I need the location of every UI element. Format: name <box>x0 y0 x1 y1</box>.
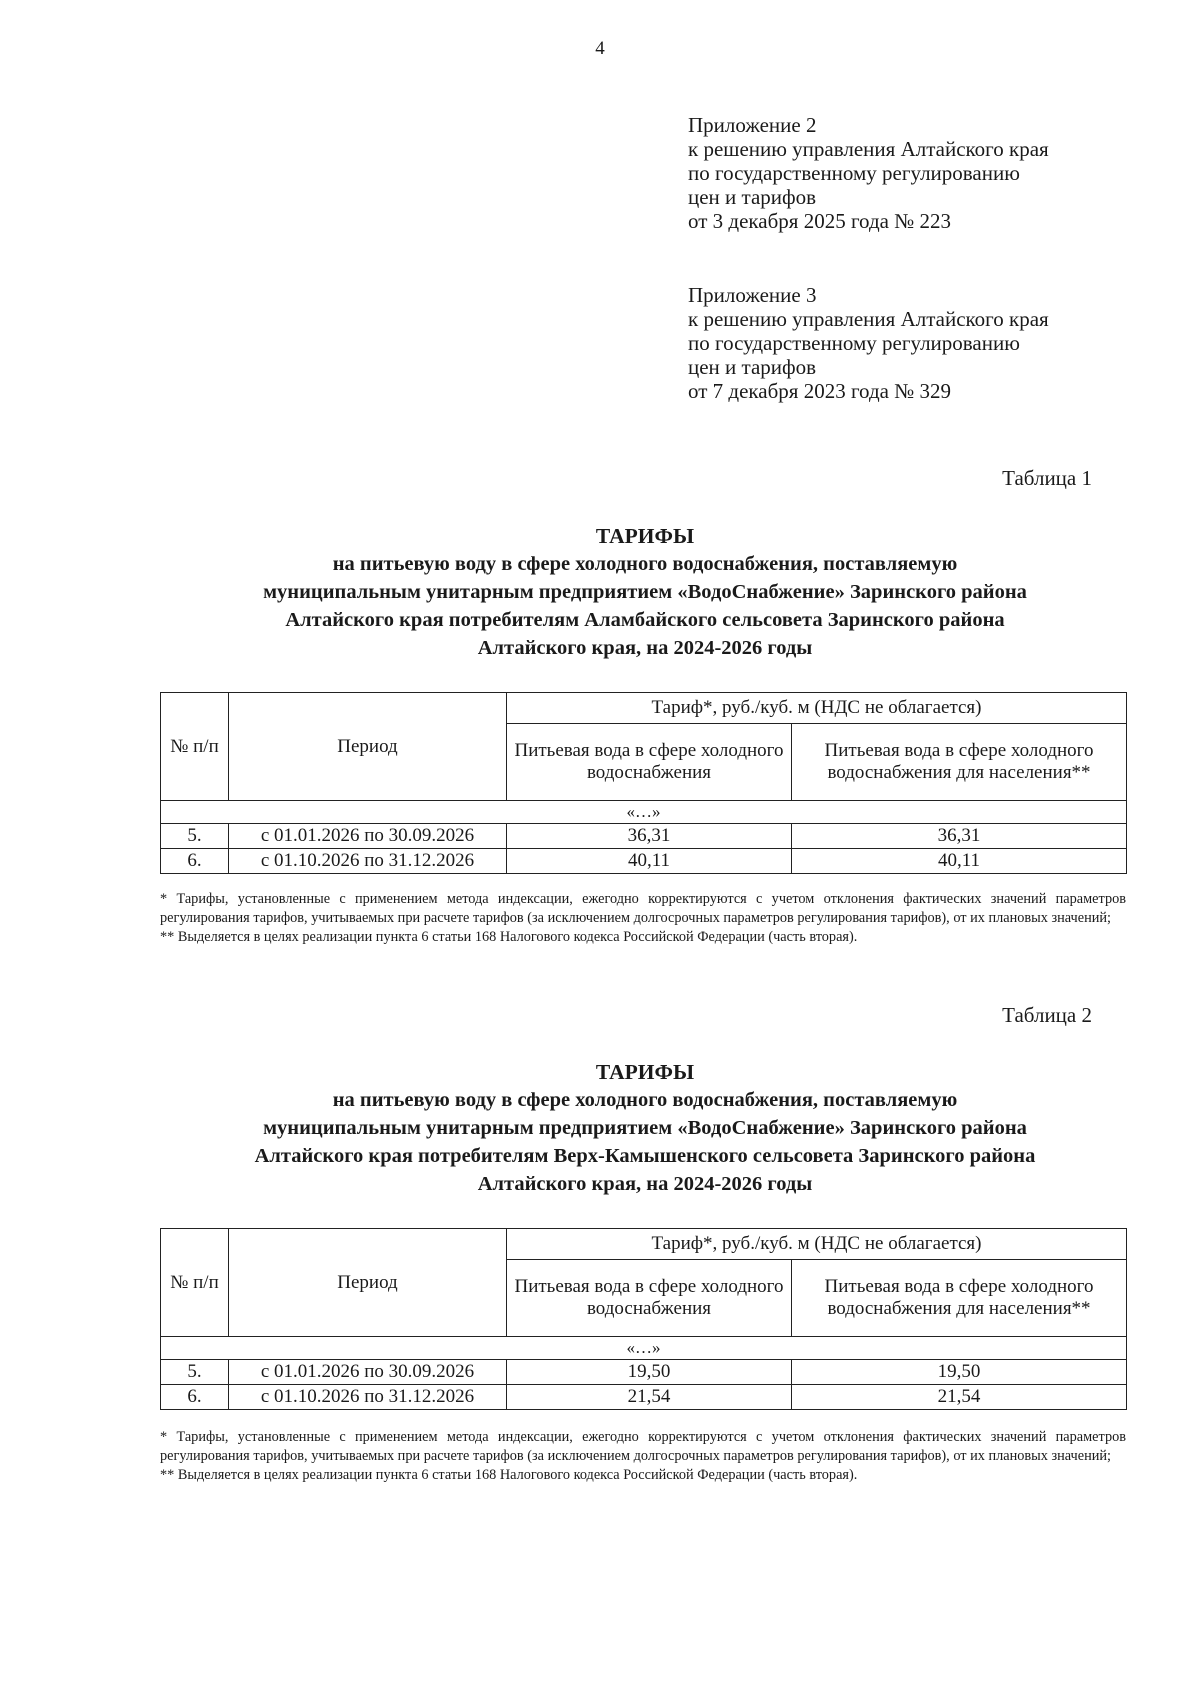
header-col-cold-water: Питьевая вода в сфере холодного водоснабжения <box>507 724 792 801</box>
omitted-rows-marker: «…» <box>161 801 1127 824</box>
omitted-rows-marker: «…» <box>161 1337 1127 1360</box>
footnote-indexation: * Тарифы, установленные с применением метода индексации, ежегодно корректируются с учетом отклонения фактических значений параметров регулирования тарифов, учитываемых при расчете тарифов (за исключением долгосрочных параметров регулирования тарифов), от их плановых значений; <box>160 1429 1126 1464</box>
table-row <box>161 849 1127 874</box>
table-1-title-line: Алтайского края потребителям Аламбайского сельсовета Заринского района <box>285 609 1005 631</box>
table-1-label: Таблица 1 <box>1002 466 1092 490</box>
tariff-table-1 <box>160 692 1127 874</box>
header-col-cold-water: Питьевая вода в сфере холодного водоснабжения <box>507 1260 792 1337</box>
header-tariff: Тариф*, руб./куб. м (НДС не облагается) <box>507 1229 1127 1260</box>
footnote-indexation: * Тарифы, установленные с применением метода индексации, ежегодно корректируются с учетом отклонения фактических значений параметров регулирования тарифов, учитываемых при расчете тарифов (за исключением долгосрочных параметров регулирования тарифов), от их плановых значений; <box>160 891 1126 926</box>
appendix-3-title: Приложение 3 <box>688 283 817 307</box>
row-period: с 01.10.2026 по 31.12.2026 <box>229 849 507 874</box>
footnote-tax-code: ** Выделяется в целях реализации пункта 6 статьи 168 Налогового кодекса Российской Федерации (часть вторая). <box>160 1467 858 1483</box>
table-2-title-line: муниципальным унитарным предприятием «ВодоСнабжение» Заринского района <box>263 1117 1027 1139</box>
table-2-title-line: Алтайского края, на 2024-2026 годы <box>477 1173 813 1195</box>
table-1-heading: ТАРИФЫ <box>595 524 695 548</box>
row-value-cold-water: 40,11 <box>507 849 792 874</box>
table-row <box>161 824 1127 849</box>
tariff-table-2 <box>160 1228 1127 1410</box>
row-period: с 01.01.2026 по 30.09.2026 <box>229 1360 507 1385</box>
appendix-3-line: по государственному регулированию <box>688 331 1020 355</box>
header-period: Период <box>229 693 507 801</box>
table-2-heading: ТАРИФЫ <box>595 1060 695 1084</box>
row-value-population: 21,54 <box>792 1385 1127 1410</box>
row-value-cold-water: 19,50 <box>507 1360 792 1385</box>
header-col-population: Питьевая вода в сфере холодного водоснабжения для населения** <box>792 724 1127 801</box>
row-num: 5. <box>161 1360 229 1385</box>
footnote-tax-code: ** Выделяется в целях реализации пункта 6 статьи 168 Налогового кодекса Российской Федерации (часть вторая). <box>160 929 858 945</box>
header-col-population: Питьевая вода в сфере холодного водоснабжения для населения** <box>792 1260 1127 1337</box>
table-row <box>161 1360 1127 1385</box>
header-tariff: Тариф*, руб./куб. м (НДС не облагается) <box>507 693 1127 724</box>
appendix-2-date: от 3 декабря 2025 года № 223 <box>688 209 951 233</box>
row-period: с 01.10.2026 по 31.12.2026 <box>229 1385 507 1410</box>
row-value-cold-water: 36,31 <box>507 824 792 849</box>
table-1-footnotes <box>160 890 1126 947</box>
table-1-title-line: Алтайского края, на 2024-2026 годы <box>477 637 813 659</box>
table-2-footnotes <box>160 1428 1126 1485</box>
appendix-2-line: к решению управления Алтайского края <box>688 137 1049 161</box>
row-num: 6. <box>161 1385 229 1410</box>
header-period: Период <box>229 1229 507 1337</box>
row-num: 5. <box>161 824 229 849</box>
appendix-3-line: цен и тарифов <box>688 355 817 379</box>
appendix-3-block <box>688 283 1158 403</box>
header-num: № п/п <box>161 1229 229 1337</box>
appendix-2-line: цен и тарифов <box>688 185 817 209</box>
table-2-title-line: Алтайского края потребителям Верх-Камышенского сельсовета Заринского района <box>254 1145 1036 1167</box>
row-value-population: 40,11 <box>792 849 1127 874</box>
appendix-3-line: к решению управления Алтайского края <box>688 307 1049 331</box>
table-2-title-line: на питьевую воду в сфере холодного водоснабжения, поставляемую <box>332 1089 958 1111</box>
appendix-3-date: от 7 декабря 2023 года № 329 <box>688 379 951 403</box>
header-num: № п/п <box>161 693 229 801</box>
appendix-2-title: Приложение 2 <box>688 113 817 137</box>
table-1-title-line: муниципальным унитарным предприятием «ВодоСнабжение» Заринского района <box>263 581 1027 603</box>
table-1-title-line: на питьевую воду в сфере холодного водоснабжения, поставляемую <box>332 553 958 575</box>
row-value-cold-water: 21,54 <box>507 1385 792 1410</box>
table-1-title <box>150 522 1140 662</box>
table-2-title <box>150 1058 1140 1198</box>
row-value-population: 19,50 <box>792 1360 1127 1385</box>
row-period: с 01.01.2026 по 30.09.2026 <box>229 824 507 849</box>
row-num: 6. <box>161 849 229 874</box>
table-2-label: Таблица 2 <box>1002 1003 1092 1027</box>
table-row <box>161 1385 1127 1410</box>
appendix-2-line: по государственному регулированию <box>688 161 1020 185</box>
page-number: 4 <box>595 38 605 59</box>
appendix-2-block <box>688 113 1158 233</box>
row-value-population: 36,31 <box>792 824 1127 849</box>
